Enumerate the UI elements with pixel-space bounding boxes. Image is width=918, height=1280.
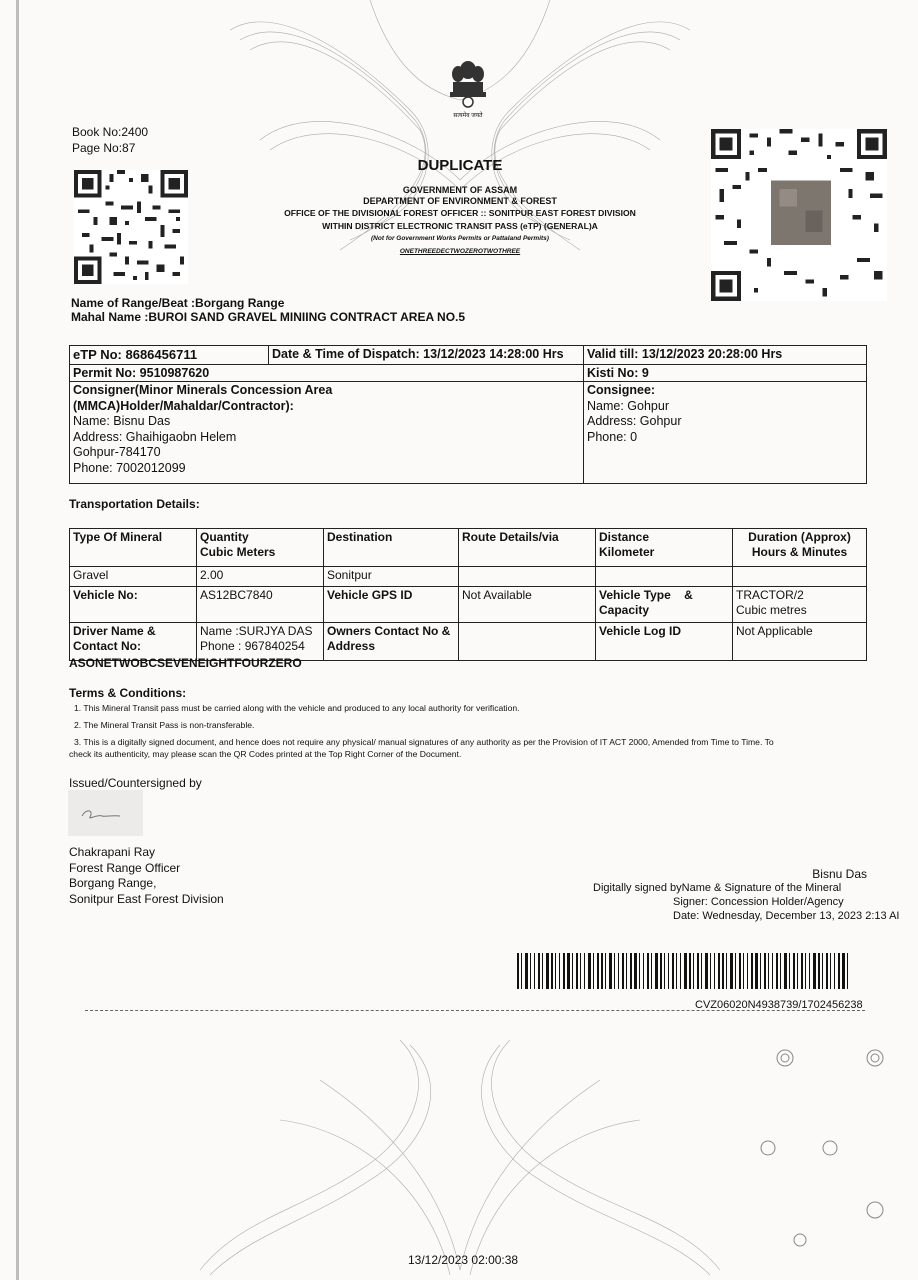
barcode-bar bbox=[830, 953, 831, 989]
barcode-bar bbox=[593, 953, 594, 989]
vehicle-no-label: Vehicle No: bbox=[70, 587, 197, 623]
consignee-name: Name: Gohpur bbox=[587, 398, 669, 413]
barcode-bar bbox=[572, 953, 573, 989]
barcode-bar bbox=[584, 953, 585, 989]
col-destination: Destination bbox=[324, 529, 459, 567]
barcode-bar bbox=[764, 953, 766, 989]
term-1: 1. This Mineral Transit pass must be carried along with the vehicle and produced to any local authority for verification. bbox=[74, 703, 520, 713]
barcode-bar bbox=[559, 953, 560, 989]
barcode-bar bbox=[530, 953, 531, 989]
barcode-bar bbox=[710, 953, 711, 989]
barcode-bar bbox=[689, 953, 691, 989]
barcode-bar bbox=[676, 953, 677, 989]
barcode-bar bbox=[576, 953, 578, 989]
barcode-bar bbox=[751, 953, 753, 989]
col-mineral: Type Of Mineral bbox=[70, 529, 197, 567]
col-distance-line1: Distance bbox=[599, 530, 650, 544]
scan-edge bbox=[16, 0, 19, 1280]
barcode-bar bbox=[622, 953, 624, 989]
col-quantity bbox=[197, 529, 324, 567]
duplicate-label: DUPLICATE bbox=[417, 157, 503, 174]
barcode-bar bbox=[517, 953, 519, 989]
col-distance-line2: Kilometer bbox=[599, 545, 655, 559]
consignee-cell bbox=[584, 382, 867, 484]
issuer-heading: Issued/Countersigned by bbox=[69, 776, 202, 790]
vehicle-type-label-line1: Vehicle Type & bbox=[599, 588, 693, 602]
barcode-bar bbox=[597, 953, 599, 989]
issuer-division: Sonitpur East Forest Division bbox=[69, 891, 224, 906]
col-route: Route Details/via bbox=[459, 529, 596, 567]
range-info bbox=[71, 296, 465, 324]
consignee-heading: Consignee: bbox=[587, 383, 656, 397]
col-duration-line1: Duration (Approx) bbox=[748, 530, 851, 544]
qr-code-left[interactable] bbox=[74, 170, 188, 284]
barcode-bar bbox=[834, 953, 835, 989]
terms-heading: Terms & Conditions: bbox=[69, 686, 187, 700]
barcode-bar bbox=[722, 953, 724, 989]
barcode-bar bbox=[630, 953, 632, 989]
book-info bbox=[72, 124, 148, 156]
bottom-timestamp: 13/12/2023 02:00:38 bbox=[408, 1253, 519, 1267]
transport-table bbox=[69, 528, 867, 661]
barcode-bar bbox=[693, 953, 694, 989]
signer-line-1: Digitally signed byName & Signature of the Mineral bbox=[593, 882, 842, 894]
col-quantity-line2: Cubic Meters bbox=[200, 545, 276, 559]
issuer-block bbox=[69, 845, 224, 907]
gps-value: Not Available bbox=[459, 587, 596, 623]
term-3: 3. This is a digitally signed document, and hence does not require any physical/ manual signatures of any authority as per the Provision of IT ACT 2000, Amended from Time to Time. To bbox=[74, 737, 774, 747]
document-header bbox=[250, 156, 670, 259]
transport-heading: Transportation Details: bbox=[69, 497, 200, 511]
signer-line-2: Signer: Concession Holder/Agency bbox=[673, 896, 844, 908]
issuer-name: Chakrapani Ray bbox=[69, 845, 156, 859]
issuer-range: Borgang Range, bbox=[69, 876, 157, 890]
driver-name: Name :SURJYA DAS bbox=[200, 624, 313, 638]
barcode-bar bbox=[714, 953, 715, 989]
barcode-bar bbox=[826, 953, 828, 989]
mineral-value: Gravel bbox=[70, 567, 197, 587]
col-duration-line2: Hours & Minutes bbox=[751, 545, 848, 559]
department-name: DEPARTMENT OF ENVIRONMENT & FOREST bbox=[363, 196, 557, 206]
vehicle-log-value: Not Applicable bbox=[733, 623, 867, 661]
consigner-cell bbox=[70, 382, 584, 484]
barcode-bar bbox=[822, 953, 823, 989]
vehicle-code: ASONETWOBCSEVENEIGHTFOURZERO bbox=[69, 656, 302, 670]
barcode-bar bbox=[680, 953, 681, 989]
signer-name: Bisnu Das bbox=[812, 867, 867, 881]
permit-number: Permit No: 9510987620 bbox=[70, 365, 584, 382]
route-value bbox=[459, 567, 596, 587]
footer-divider bbox=[85, 1010, 865, 1011]
consignee-address: Address: Gohpur bbox=[587, 414, 682, 428]
col-duration bbox=[733, 529, 867, 567]
barcode-bar bbox=[551, 953, 553, 989]
vehicle-type-value bbox=[733, 587, 867, 623]
barcode-bar bbox=[647, 953, 649, 989]
issuer-signature bbox=[68, 790, 143, 836]
barcode-bar bbox=[726, 953, 727, 989]
barcode-bar bbox=[735, 953, 736, 989]
barcode-bar bbox=[609, 953, 612, 989]
barcode-bar bbox=[567, 953, 570, 989]
consigner-name: Name: Bisnu Das bbox=[73, 414, 171, 428]
term-3-cont: check its authenticity, may please scan the QR Codes printed at the Top Right Corner of the Document. bbox=[69, 749, 462, 759]
barcode-bar bbox=[793, 953, 795, 989]
driver-label-line1: Driver Name & bbox=[73, 624, 156, 638]
owner-value bbox=[459, 623, 596, 661]
quantity-value: 2.00 bbox=[197, 567, 324, 587]
consigner-heading-2: (MMCA)Holder/Mahaldar/Contractor): bbox=[73, 398, 294, 413]
pass-code: ONETHREEDECTWOZEROTWOTHREE bbox=[399, 248, 521, 255]
barcode-bar bbox=[538, 953, 540, 989]
barcode-bar bbox=[655, 953, 658, 989]
vehicle-type-label bbox=[596, 587, 733, 623]
emblem-caption: सत्यमेव जयते bbox=[453, 113, 483, 119]
qr-code-right[interactable] bbox=[711, 129, 887, 301]
barcode-bar bbox=[768, 953, 769, 989]
duration-value bbox=[733, 567, 867, 587]
barcode-bar bbox=[555, 953, 556, 989]
barcode-bar bbox=[521, 953, 522, 989]
barcode-bar bbox=[618, 953, 619, 989]
barcode-bar bbox=[797, 953, 798, 989]
range-name: Name of Range/Beat :Borgang Range bbox=[71, 296, 285, 310]
barcode-bar bbox=[743, 953, 744, 989]
barcode-bar bbox=[813, 953, 816, 989]
government-name: GOVERNMENT OF ASSAM bbox=[402, 185, 518, 195]
pass-type: WITHIN DISTRICT ELECTRONIC TRANSIT PASS (eTP) (GENERAL)A bbox=[322, 221, 598, 231]
barcode-bar bbox=[838, 953, 840, 989]
barcode-bar bbox=[626, 953, 627, 989]
signer-block bbox=[593, 881, 899, 923]
decorative-dots bbox=[740, 1030, 910, 1260]
barcode-bar bbox=[805, 953, 806, 989]
barcode-bar bbox=[747, 953, 748, 989]
vehicle-no-value: AS12BC7840 bbox=[197, 587, 324, 623]
barcode-bar bbox=[818, 953, 820, 989]
guilloche-bottom-ornament bbox=[180, 1020, 740, 1280]
page-number: Page No:87 bbox=[72, 141, 136, 155]
barcode-bar bbox=[705, 953, 708, 989]
etp-number: eTP No: 8686456711 bbox=[70, 346, 269, 365]
distance-value bbox=[596, 567, 733, 587]
state-emblem-icon bbox=[445, 58, 491, 114]
driver-value bbox=[197, 623, 324, 661]
consignee-phone: Phone: 0 bbox=[587, 429, 638, 444]
mahal-name: Mahal Name :BUROI SAND GRAVEL MINIING CONTRACT AREA NO.5 bbox=[71, 310, 466, 324]
barcode-bar bbox=[780, 953, 781, 989]
barcode-bar bbox=[546, 953, 549, 989]
barcode-bar bbox=[668, 953, 669, 989]
vehicle-type-label-line2: Capacity bbox=[599, 603, 650, 617]
barcode-bar bbox=[542, 953, 543, 989]
barcode-bar bbox=[664, 953, 665, 989]
document-barcode[interactable] bbox=[517, 953, 867, 989]
barcode-bar bbox=[601, 953, 603, 989]
barcode-bar bbox=[651, 953, 652, 989]
pass-note: (Not for Government Works Permits or Pattaland Permits) bbox=[371, 235, 549, 242]
valid-till: Valid till: 13/12/2023 20:28:00 Hrs bbox=[584, 346, 867, 365]
barcode-bar bbox=[801, 953, 803, 989]
vehicle-log-label: Vehicle Log ID bbox=[596, 623, 733, 661]
barcode-bar bbox=[684, 953, 687, 989]
kisti-number: Kisti No: 9 bbox=[584, 365, 867, 382]
dispatch-time: Date & Time of Dispatch: 13/12/2023 14:28:00 Hrs bbox=[269, 346, 584, 365]
consigner-phone: Phone: 7002012099 bbox=[73, 460, 186, 475]
term-2: 2. The Mineral Transit Pass is non-transferable. bbox=[74, 720, 255, 730]
barcode-bar bbox=[605, 953, 606, 989]
barcode-bar bbox=[580, 953, 581, 989]
gps-label: Vehicle GPS ID bbox=[324, 587, 459, 623]
consigner-address-2: Gohpur-784170 bbox=[73, 445, 161, 459]
barcode-bar bbox=[776, 953, 778, 989]
barcode-bar bbox=[525, 953, 528, 989]
destination-value: Sonitpur bbox=[324, 567, 459, 587]
barcode-text: CVZ06020N4938739/1702456238 bbox=[695, 999, 863, 1011]
barcode-bar bbox=[755, 953, 758, 989]
terms-list bbox=[69, 702, 864, 760]
barcode-bar bbox=[847, 953, 848, 989]
barcode-bar bbox=[730, 953, 733, 989]
owner-label-line1: Owners Contact No & bbox=[327, 624, 451, 638]
barcode-bar bbox=[718, 953, 720, 989]
barcode-bar bbox=[784, 953, 787, 989]
barcode-bar bbox=[739, 953, 741, 989]
vehicle-type-line2: Cubic metres bbox=[736, 603, 807, 617]
owner-label bbox=[324, 623, 459, 661]
barcode-bar bbox=[809, 953, 810, 989]
consigner-address: Address: Ghaihigaobn Helem bbox=[73, 429, 237, 444]
barcode-bar bbox=[697, 953, 699, 989]
barcode-bar bbox=[701, 953, 702, 989]
consigner-heading: Consigner(Minor Minerals Concession Area bbox=[73, 383, 333, 397]
driver-label bbox=[70, 623, 197, 661]
barcode-bar bbox=[760, 953, 761, 989]
owner-label-line2: Address bbox=[327, 639, 376, 653]
barcode-bar bbox=[772, 953, 773, 989]
barcode-bar bbox=[660, 953, 662, 989]
barcode-bar bbox=[672, 953, 674, 989]
office-name: OFFICE OF THE DIVISIONAL FOREST OFFICER :: SONITPUR EAST FOREST DIVISION bbox=[284, 208, 636, 218]
barcode-bar bbox=[789, 953, 790, 989]
barcode-bar bbox=[588, 953, 591, 989]
book-number: Book No:2400 bbox=[72, 125, 149, 139]
driver-label-line2: Contact No: bbox=[73, 639, 141, 653]
etp-info-table bbox=[69, 345, 867, 484]
barcode-bar bbox=[842, 953, 845, 989]
barcode-bar bbox=[614, 953, 615, 989]
barcode-bar bbox=[563, 953, 565, 989]
barcode-bar bbox=[643, 953, 644, 989]
signer-line-3: Date: Wednesday, December 13, 2023 2:13 AI bbox=[673, 910, 900, 922]
driver-phone: Phone : 967840254 bbox=[200, 639, 305, 653]
barcode-bar bbox=[639, 953, 640, 989]
barcode-bar bbox=[634, 953, 637, 989]
col-quantity-line1: Quantity bbox=[200, 530, 249, 544]
issuer-title: Forest Range Officer bbox=[69, 860, 181, 875]
vehicle-type-line1: TRACTOR/2 bbox=[736, 588, 804, 602]
barcode-bar bbox=[534, 953, 535, 989]
col-distance bbox=[596, 529, 733, 567]
